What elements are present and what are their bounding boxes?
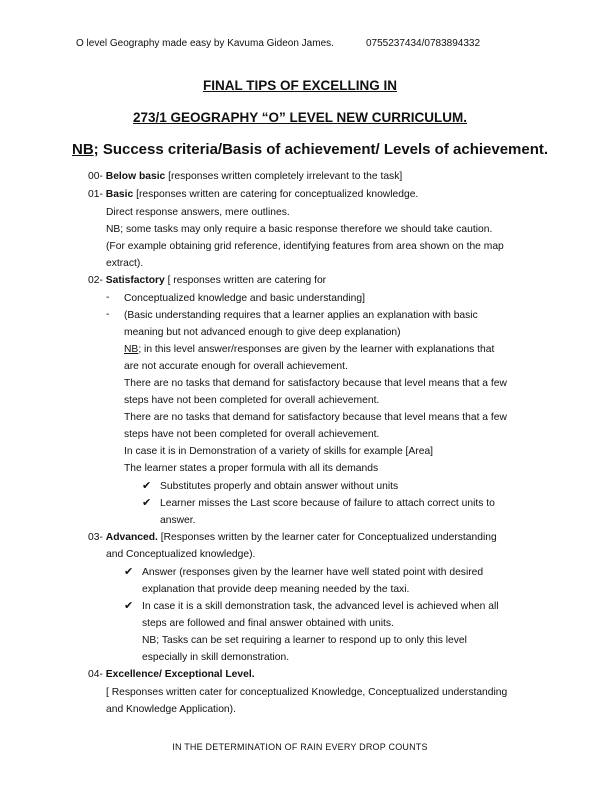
checkmark-icon: ✔: [124, 600, 134, 612]
heading-text: ; Success criteria/Basis of achievement/ Levels of achievement.: [93, 141, 549, 158]
level-name: Below basic: [105, 171, 166, 182]
footer-motto: IN THE DETERMINATION OF RAIN EVERY DROP COUNTS: [172, 742, 428, 752]
level-03: [88, 531, 497, 545]
text-line: steps have not been completed for overall achievement.: [124, 395, 380, 406]
level-text: [responses written completely irrelevant to the task]: [165, 171, 403, 182]
text-line: The learner states a proper formula with all its demands: [124, 463, 379, 474]
text-line: There are no tasks that demand for satisfactory because that level means that a few: [124, 412, 507, 423]
level-text: [responses written are catering for conceptualized knowledge.: [133, 189, 419, 200]
checkmark-icon: ✔: [142, 497, 152, 509]
nb-label: NB: [124, 344, 139, 355]
text-line: [ Responses written cater for conceptualized Knowledge, Conceptualized understanding: [106, 687, 508, 698]
text-line: especially in skill demonstration.: [142, 652, 290, 663]
level-text: [ responses written are catering for: [164, 275, 327, 286]
level-code: 04-: [88, 669, 103, 680]
level-name: Advanced.: [105, 532, 158, 543]
text-line: extract).: [106, 258, 144, 269]
check-item: Substitutes properly and obtain answer without units: [160, 481, 399, 492]
level-02: [88, 274, 326, 288]
title-line-2: 273/1 GEOGRAPHY “O” LEVEL NEW CURRICULUM.: [132, 110, 468, 125]
text-line: and Conceptualized knowledge).: [106, 549, 256, 560]
text-line: explanation that provide deep meaning needed by the taxi.: [142, 584, 410, 595]
nb-label: NB: [72, 141, 94, 158]
text-line: meaning but not advanced enough to give deep explanation): [124, 327, 401, 338]
level-text: [Responses written by the learner cater for Conceptualized understanding: [157, 532, 497, 543]
text-line: steps have not been completed for overall achievement.: [124, 429, 380, 440]
checkmark-icon: ✔: [124, 566, 134, 578]
check-item: In case it is a skill demonstration task, the advanced level is achieved when all: [142, 601, 499, 612]
nb-line: [124, 343, 494, 357]
check-item: Learner misses the Last score because of failure to attach correct units to: [160, 498, 495, 509]
section-heading: [72, 141, 548, 158]
nb-text: ; in this level answer/responses are given by the learner with explanations that: [138, 344, 495, 355]
level-name: Excellence/ Exceptional Level.: [105, 669, 255, 680]
level-code: 02-: [88, 275, 103, 286]
header-author: O level Geography made easy by Kavuma Gideon James.: [76, 38, 334, 49]
text-line: In case it is in Demonstration of a variety of skills for example [Area]: [124, 446, 434, 457]
level-04: [88, 668, 255, 682]
level-name: Basic: [105, 189, 134, 200]
dash-bullet: -: [106, 292, 110, 303]
level-name: Satisfactory: [105, 275, 165, 286]
header-phone: 0755237434/0783894332: [366, 38, 481, 49]
text-line: are not accurate enough for overall achievement.: [124, 361, 348, 372]
text-line: NB; Tasks can be set requiring a learner to respond up to only this level: [142, 635, 467, 646]
text-line: answer.: [160, 515, 196, 526]
level-code: 03-: [88, 532, 103, 543]
text-line: and Knowledge Application).: [106, 704, 236, 715]
text-line: (For example obtaining grid reference, identifying features from area shown on the map: [106, 241, 504, 252]
level-01: [88, 188, 418, 202]
check-item: Answer (responses given by the learner have well stated point with desired: [142, 567, 484, 578]
level-00: [88, 170, 402, 184]
text-line: Direct response answers, mere outlines.: [106, 207, 290, 218]
text-line: steps are followed and final answer obtained with units.: [142, 618, 394, 629]
dash-bullet: -: [106, 309, 110, 320]
level-code: 01-: [88, 189, 103, 200]
title-line-1: FINAL TIPS OF EXCELLING IN: [202, 78, 397, 93]
text-line: Conceptualized knowledge and basic understanding]: [124, 293, 366, 304]
text-line: There are no tasks that demand for satisfactory because that level means that a few: [124, 378, 507, 389]
text-line: NB; some tasks may only require a basic response therefore we should take caution.: [106, 224, 493, 235]
level-code: 00-: [88, 171, 103, 182]
text-line: (Basic understanding requires that a learner applies an explanation with basic: [124, 310, 478, 321]
checkmark-icon: ✔: [142, 480, 152, 492]
